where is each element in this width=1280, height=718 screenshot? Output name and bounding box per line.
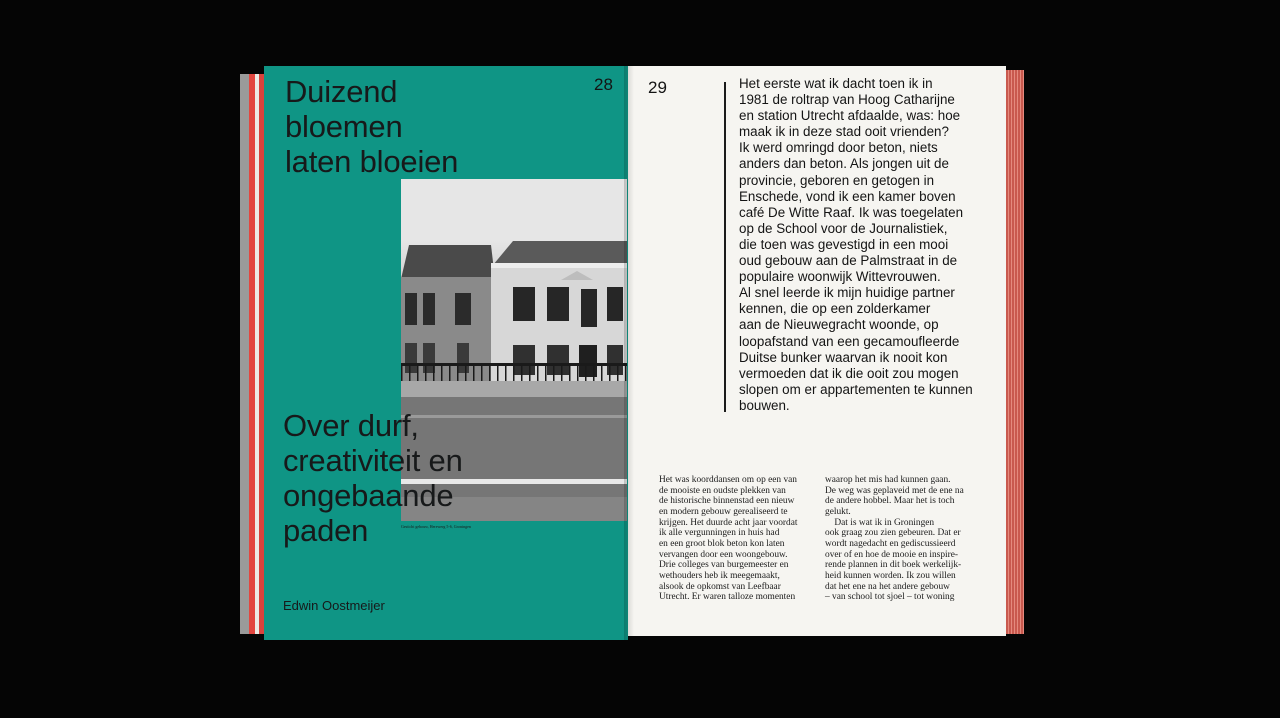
intro-line: maak ik in deze stad ooit vrienden? xyxy=(739,124,949,140)
intro-paragraph xyxy=(739,76,1001,414)
body-line: ik alle vergunningen in huis had xyxy=(659,528,780,539)
body-line: waarop het mis had kunnen gaan. xyxy=(825,475,951,485)
body-line: – van school tot sjoel – tot woning xyxy=(825,592,955,603)
body-line: Het was koorddansen om op een van xyxy=(659,475,797,485)
photo-caption: Gesticht gebouw, Herewerg 5-6, Groningen xyxy=(401,524,471,529)
intro-line: bouwen. xyxy=(739,397,790,413)
chapter-subtitle xyxy=(283,408,513,548)
subtitle-line: creativiteit en xyxy=(283,443,463,478)
page-number-left: 28 xyxy=(594,75,613,94)
subtitle-line: Over durf, xyxy=(283,408,419,443)
intro-line: vermoeden dat ik die ooit zou mogen xyxy=(739,365,959,381)
intro-line: die toen was gevestigd in een mooi xyxy=(739,236,949,252)
vertical-rule xyxy=(724,82,726,412)
body-line: de mooiste en oudste plekken van xyxy=(659,485,786,496)
intro-line: Ik werd omringd door beton, niets xyxy=(739,140,938,156)
body-line: Dat is wat ik in Groningen xyxy=(825,517,935,528)
intro-line: Enschede, vond ik een kamer boven xyxy=(739,188,956,204)
title-line: Duizend xyxy=(285,74,398,109)
intro-line: aan de Nieuwegracht woonde, op xyxy=(739,317,939,333)
intro-line: anders dan beton. Als jongen uit de xyxy=(739,156,949,172)
intro-line: café De Witte Raaf. Ik was toegelaten xyxy=(739,204,964,220)
body-line: de andere hobbel. Maar het is toch xyxy=(825,496,955,507)
intro-line: op de School voor de Journalistiek, xyxy=(739,220,948,236)
chapter-title xyxy=(285,74,525,179)
page-number-right: 29 xyxy=(648,78,667,97)
body-line: over of en hoe de mooie en inspire- xyxy=(825,549,959,560)
body-line: gelukt. xyxy=(825,506,851,517)
body-line: De weg was geplaveid met de ene na xyxy=(825,485,964,496)
body-line: Drie colleges van burgemeester en xyxy=(659,560,789,571)
body-column-1 xyxy=(659,475,817,603)
body-line: alsook de opkomst van Leefbaar xyxy=(659,581,781,592)
body-line: wordt nagedacht en gediscussieerd xyxy=(825,538,956,549)
intro-line: Het eerste wat ik dacht toen ik in xyxy=(739,76,933,91)
title-line: bloemen xyxy=(285,109,403,144)
intro-line: en station Utrecht afdaalde, was: hoe xyxy=(739,108,961,124)
body-line: ook graag zou zien gebeuren. Dat er xyxy=(825,528,961,539)
author-name: Edwin Oostmeijer xyxy=(283,598,385,613)
title-line: laten bloeien xyxy=(285,144,459,179)
intro-line: slopen om er appartementen te kunnen xyxy=(739,381,973,397)
intro-line: kennen, die op een zolderkamer xyxy=(739,301,931,317)
body-line: krijgen. Het duurde acht jaar voordat xyxy=(659,517,798,528)
page-edge-grey xyxy=(240,74,249,634)
body-line: wethouders heb ik meegemaakt, xyxy=(659,570,780,581)
right-page-edge xyxy=(1006,70,1024,634)
intro-line: loopafstand van een gecamoufleerde xyxy=(739,333,960,349)
intro-line: provincie, geboren en getogen in xyxy=(739,172,935,188)
intro-line: oud gebouw aan de Palmstraat in de xyxy=(739,253,958,269)
body-line: de historische binnenstad een nieuw xyxy=(659,496,795,507)
body-line: en modern gebouw gerealiseerd te xyxy=(659,506,788,517)
body-column-2 xyxy=(825,475,983,603)
body-line: Utrecht. Er waren talloze momenten xyxy=(659,592,796,603)
book-gutter-shadow xyxy=(624,66,634,640)
intro-line: Al snel leerde ik mijn huidige partner xyxy=(739,285,955,301)
intro-line: Duitse bunker waarvan ik nooit kon xyxy=(739,349,948,365)
body-line: heid kunnen worden. Ik zou willen xyxy=(825,570,956,581)
body-line: dat het ene na het andere gebouw xyxy=(825,581,950,592)
intro-line: populaire woonwijk Wittevrouwen. xyxy=(739,269,941,285)
intro-line: 1981 de roltrap van Hoog Catharijne xyxy=(739,92,955,108)
subtitle-line: paden xyxy=(283,513,369,548)
subtitle-line: ongebaande xyxy=(283,478,454,513)
body-line: en een groot blok beton kon laten xyxy=(659,538,785,549)
body-line: rende plannen in dit boek werkelijk- xyxy=(825,560,962,571)
body-line: vervangen door een woongebouw. xyxy=(659,549,788,560)
